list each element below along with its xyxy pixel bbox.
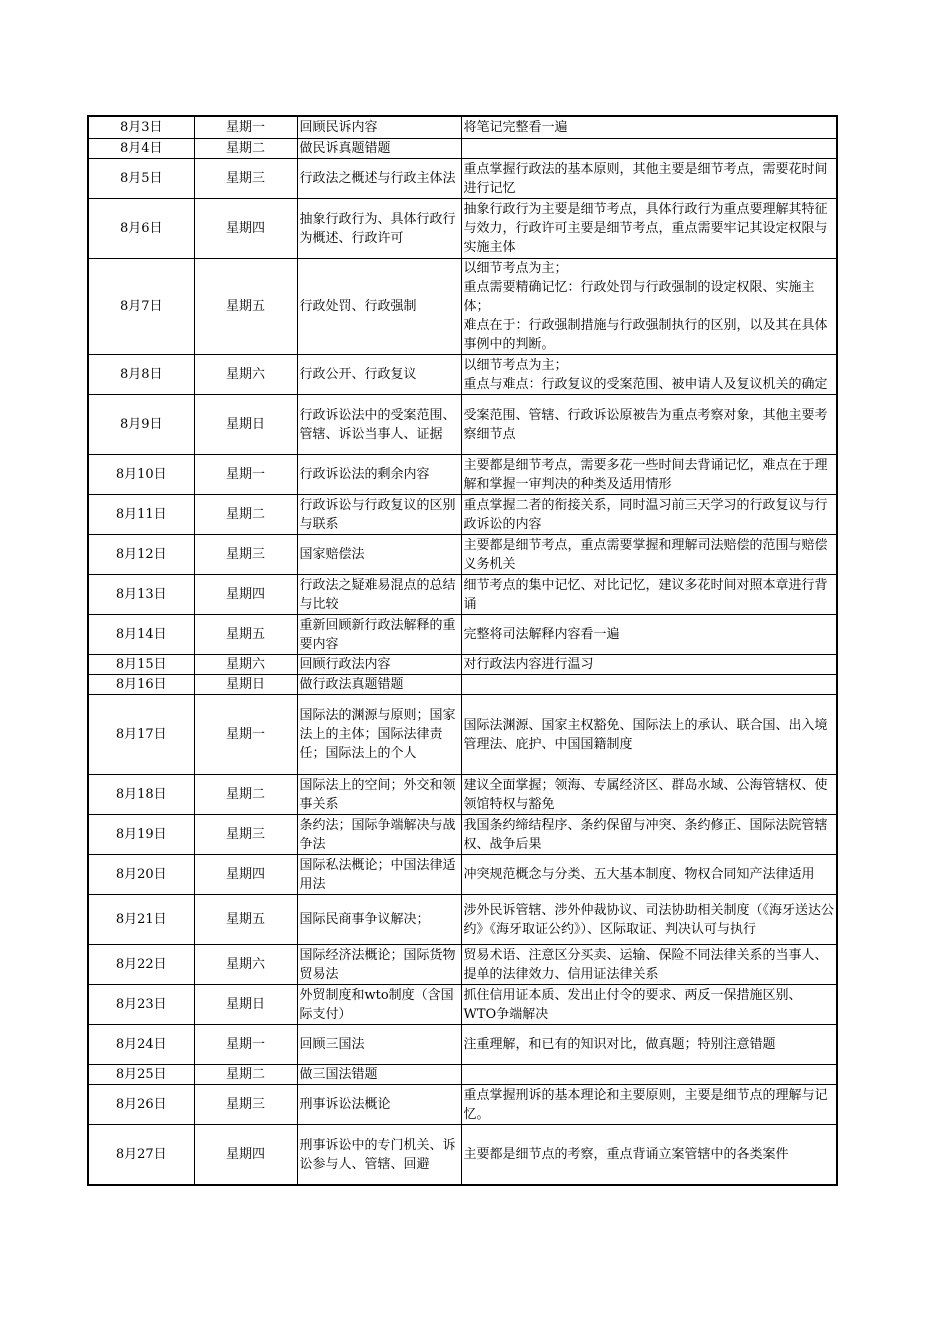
note-cell: 主要都是细节考点，需要多花一些时间去背诵记忆，难点在于理解和掌握一审判决的种类及适用情形 — [461, 455, 837, 495]
table-row — [88, 1065, 837, 1085]
topic-cell: 刑事诉讼法概论 — [297, 1085, 461, 1125]
note-cell: 以细节考点为主； 重点需要精确记忆：行政处罚与行政强制的设定权限、实施主体； 难点在于：行政强制措施与行政强制执行的区别，以及其在具体事例中的判断。 — [461, 259, 837, 355]
date-cell: 8月16日 — [88, 675, 194, 695]
date-cell: 8月13日 — [88, 575, 194, 615]
weekday-cell: 星期三 — [194, 535, 297, 575]
date-cell: 8月14日 — [88, 615, 194, 655]
weekday-cell: 星期一 — [194, 695, 297, 775]
topic-cell: 回顾三国法 — [297, 1025, 461, 1065]
table-row — [88, 615, 837, 655]
note-cell: 我国条约缔结程序、条约保留与冲突、条约修正、国际法院管辖权、战争后果 — [461, 815, 837, 855]
topic-cell: 刑事诉讼中的专门机关、诉讼参与人、管辖、回避 — [297, 1125, 461, 1186]
weekday-cell: 星期三 — [194, 815, 297, 855]
weekday-cell: 星期六 — [194, 655, 297, 675]
table-row — [88, 535, 837, 575]
date-cell: 8月3日 — [88, 116, 194, 139]
weekday-cell: 星期二 — [194, 1065, 297, 1085]
topic-cell: 做民诉真题错题 — [297, 139, 461, 159]
weekday-cell: 星期日 — [194, 985, 297, 1025]
topic-cell: 行政诉讼与行政复议的区别与联系 — [297, 495, 461, 535]
table-row — [88, 455, 837, 495]
note-cell: 建议全面掌握；领海、专属经济区、群岛水域、公海管辖权、使领馆特权与豁免 — [461, 775, 837, 815]
table-row — [88, 1025, 837, 1065]
table-row — [88, 815, 837, 855]
topic-cell: 做三国法错题 — [297, 1065, 461, 1085]
weekday-cell: 星期三 — [194, 1085, 297, 1125]
date-cell: 8月25日 — [88, 1065, 194, 1085]
table-row — [88, 775, 837, 815]
weekday-cell: 星期六 — [194, 945, 297, 985]
table-row — [88, 259, 837, 355]
note-cell: 抽象行政行为主要是细节考点，具体行政行为重点要理解其特征与效力，行政许可主要是细节考点，重点需要牢记其设定权限与实施主体 — [461, 199, 837, 259]
date-cell: 8月7日 — [88, 259, 194, 355]
note-cell: 将笔记完整看一遍 — [461, 116, 837, 139]
note-cell — [461, 1065, 837, 1085]
note-cell — [461, 675, 837, 695]
date-cell: 8月27日 — [88, 1125, 194, 1186]
weekday-cell: 星期二 — [194, 775, 297, 815]
table-row — [88, 675, 837, 695]
note-cell: 重点掌握二者的衔接关系，同时温习前三天学习的行政复议与行政诉讼的内容 — [461, 495, 837, 535]
weekday-cell: 星期一 — [194, 455, 297, 495]
topic-cell: 回顾行政法内容 — [297, 655, 461, 675]
topic-cell: 条约法；国际争端解决与战争法 — [297, 815, 461, 855]
weekday-cell: 星期四 — [194, 855, 297, 895]
weekday-cell: 星期五 — [194, 895, 297, 945]
table-row — [88, 575, 837, 615]
note-cell: 重点掌握行政法的基本原则，其他主要是细节考点，需要花时间进行记忆 — [461, 159, 837, 199]
note-cell: 细节考点的集中记忆、对比记忆，建议多花时间对照本章进行背诵 — [461, 575, 837, 615]
topic-cell: 国际私法概论；中国法律适用法 — [297, 855, 461, 895]
date-cell: 8月4日 — [88, 139, 194, 159]
date-cell: 8月26日 — [88, 1085, 194, 1125]
topic-cell: 行政法之疑难易混点的总结与比较 — [297, 575, 461, 615]
topic-cell: 行政诉讼法中的受案范围、管辖、诉讼当事人、证据 — [297, 395, 461, 455]
table-row — [88, 895, 837, 945]
table-row — [88, 855, 837, 895]
table-row — [88, 655, 837, 675]
topic-cell: 重新回顾新行政法解释的重要内容 — [297, 615, 461, 655]
schedule-table — [87, 115, 838, 1186]
weekday-cell: 星期一 — [194, 116, 297, 139]
date-cell: 8月20日 — [88, 855, 194, 895]
note-cell: 抓住信用证本质、发出止付令的要求、两反一保措施区别、WTO争端解决 — [461, 985, 837, 1025]
topic-cell: 抽象行政行为、具体行政行为概述、行政许可 — [297, 199, 461, 259]
weekday-cell: 星期日 — [194, 395, 297, 455]
date-cell: 8月22日 — [88, 945, 194, 985]
topic-cell: 行政公开、行政复议 — [297, 355, 461, 395]
note-cell: 主要都是细节点的考察，重点背诵立案管辖中的各类案件 — [461, 1125, 837, 1186]
table-row — [88, 1085, 837, 1125]
topic-cell: 行政处罚、行政强制 — [297, 259, 461, 355]
table-row — [88, 495, 837, 535]
table-row — [88, 139, 837, 159]
topic-cell: 做行政法真题错题 — [297, 675, 461, 695]
date-cell: 8月21日 — [88, 895, 194, 945]
date-cell: 8月11日 — [88, 495, 194, 535]
schedule-body — [88, 116, 837, 1185]
note-cell: 对行政法内容进行温习 — [461, 655, 837, 675]
weekday-cell: 星期四 — [194, 199, 297, 259]
table-row — [88, 945, 837, 985]
date-cell: 8月23日 — [88, 985, 194, 1025]
date-cell: 8月17日 — [88, 695, 194, 775]
weekday-cell: 星期四 — [194, 1125, 297, 1186]
note-cell: 冲突规范概念与分类、五大基本制度、物权合同知产法律适用 — [461, 855, 837, 895]
topic-cell: 行政法之概述与行政主体法 — [297, 159, 461, 199]
note-cell: 完整将司法解释内容看一遍 — [461, 615, 837, 655]
table-row — [88, 985, 837, 1025]
date-cell: 8月12日 — [88, 535, 194, 575]
topic-cell: 国家赔偿法 — [297, 535, 461, 575]
weekday-cell: 星期日 — [194, 675, 297, 695]
note-cell: 国际法渊源、国家主权豁免、国际法上的承认、联合国、出入境管理法、庇护、中国国籍制度 — [461, 695, 837, 775]
date-cell: 8月24日 — [88, 1025, 194, 1065]
note-cell: 注重理解，和已有的知识对比，做真题；特别注意错题 — [461, 1025, 837, 1065]
date-cell: 8月6日 — [88, 199, 194, 259]
topic-cell: 行政诉讼法的剩余内容 — [297, 455, 461, 495]
table-row — [88, 159, 837, 199]
table-row — [88, 199, 837, 259]
weekday-cell: 星期四 — [194, 575, 297, 615]
weekday-cell: 星期五 — [194, 615, 297, 655]
date-cell: 8月8日 — [88, 355, 194, 395]
note-cell: 主要都是细节考点，重点需要掌握和理解司法赔偿的范围与赔偿义务机关 — [461, 535, 837, 575]
table-row — [88, 355, 837, 395]
weekday-cell: 星期六 — [194, 355, 297, 395]
date-cell: 8月9日 — [88, 395, 194, 455]
note-cell: 涉外民诉管辖、涉外仲裁协议、司法协助相关制度（《海牙送达公约》《海牙取证公约》）、区际取证、判决认可与执行 — [461, 895, 837, 945]
note-cell: 以细节考点为主； 重点与难点：行政复议的受案范围、被申请人及复议机关的确定 — [461, 355, 837, 395]
date-cell: 8月18日 — [88, 775, 194, 815]
date-cell: 8月10日 — [88, 455, 194, 495]
topic-cell: 国际法的渊源与原则；国家法上的主体；国际法律责任；国际法上的个人 — [297, 695, 461, 775]
weekday-cell: 星期一 — [194, 1025, 297, 1065]
weekday-cell: 星期五 — [194, 259, 297, 355]
table-row — [88, 695, 837, 775]
topic-cell: 国际民商事争议解决； — [297, 895, 461, 945]
weekday-cell: 星期二 — [194, 139, 297, 159]
table-row — [88, 116, 837, 139]
topic-cell: 国际经济法概论；国际货物贸易法 — [297, 945, 461, 985]
weekday-cell: 星期二 — [194, 495, 297, 535]
date-cell: 8月15日 — [88, 655, 194, 675]
date-cell: 8月19日 — [88, 815, 194, 855]
note-cell: 重点掌握刑诉的基本理论和主要原则，主要是细节点的理解与记忆。 — [461, 1085, 837, 1125]
date-cell: 8月5日 — [88, 159, 194, 199]
note-cell — [461, 139, 837, 159]
topic-cell: 外贸制度和wto制度（含国际支付） — [297, 985, 461, 1025]
weekday-cell: 星期三 — [194, 159, 297, 199]
note-cell: 受案范围、管辖、行政诉讼原被告为重点考察对象，其他主要考察细节点 — [461, 395, 837, 455]
table-row — [88, 395, 837, 455]
table-row — [88, 1125, 837, 1186]
note-cell: 贸易术语、注意区分买卖、运输、保险不同法律关系的当事人、提单的法律效力、信用证法律关系 — [461, 945, 837, 985]
topic-cell: 回顾民诉内容 — [297, 116, 461, 139]
topic-cell: 国际法上的空间；外交和领事关系 — [297, 775, 461, 815]
